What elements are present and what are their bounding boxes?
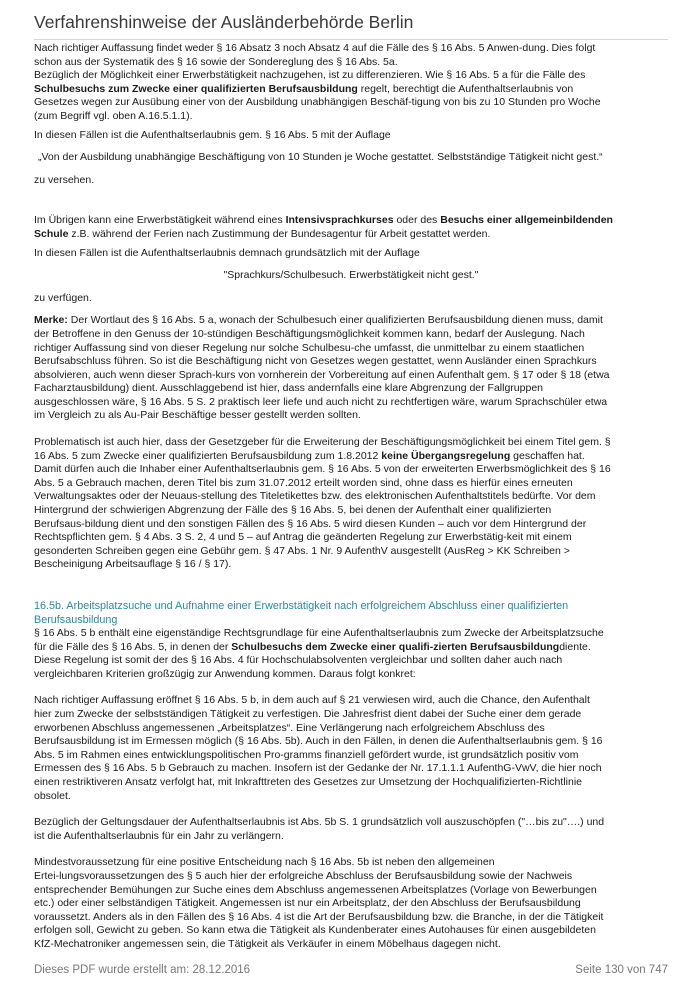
text-line: 16 Abs. 5 zum Zwecke einer qualifizierten Berufsausbildung zum 1.8.2012 keine Übergangsregelung geschaffen hat. <box>34 449 585 462</box>
text-line: erfolgen soll, Gewicht zu geben. So kann etwa die Tätigkeit als Kundenberater eines Autohauses für einen ausgebildeten <box>34 924 596 937</box>
text-line: Gesetzes wegen zur Ausübung einer von der Ausbildung unabhängigen Beschäf-tigung von bis zu 10 Stunden pro Woche <box>34 96 601 109</box>
text-line: In diesen Fällen ist die Aufenthaltserlaubnis demnach grundsätzlich mit der Auflage <box>34 246 420 259</box>
text-line: § 16 Abs. 5 b enthält eine eigenständige Rechtsgrundlage für eine Aufenthaltserlaubnis zum Zwecke der Arbeitsplatzsuche <box>34 627 604 639</box>
text-line: Verwaltungsaktes oder der Neuaus-stellung des Titeletikettes bzw. des elektronischen Aufenthaltstitels bedürfte. Vor dem <box>34 490 596 503</box>
text-line: Nach richtiger Auffassung findet weder § 16 Absatz 3 noch Absatz 4 auf die Fälle des § 16 Abs. 5 Anwen-dung. Dies folgt <box>34 42 596 54</box>
text-line: einen restriktiveren Ansatz verfolgt hat, mit Inkrafttreten des Gesetzes zur Umsetzung der Hochqualifizierten-Richtlinie <box>34 775 582 788</box>
merke-line: Merke: Der Wortlaut des § 16 Abs. 5 a, wonach der Schulbesuch einer qualifizierten Berufsausbildung dienen muss, damit <box>34 314 603 327</box>
text-line: hier zum Zwecke der selbstständigen Tätigkeit zu verfestigen. Die Jahresfrist dient dabei der Suche einer dem gerade <box>34 707 582 720</box>
text-line: Nach richtiger Auffassung eröffnet § 16 Abs. 5 b, in dem auch auf § 21 verwiesen wird, auch die Chance, den Aufenthalt <box>34 694 590 707</box>
text-line: Problematisch ist auch hier, dass der Gesetzgeber für die Erweiterung der Beschäftigungsmöglichkeit bei einem Titel gem. § <box>34 436 611 449</box>
text-line: In diesen Fällen ist die Aufenthaltserlaubnis gem. § 16 Abs. 5 mit der Auflage <box>34 128 391 141</box>
text-line: zu versehen. <box>34 173 95 186</box>
text-line: obsolet. <box>34 789 71 802</box>
text-line: absolvieren, auch wenn dieser Sprach-kurs von vornherein der Vorbereitung auf einen Aufenthalt gem. § 17 oder § 18 (etwa <box>34 368 610 381</box>
text-line: Bescheinigung Arbeitsauflage § 16 / § 17). <box>34 558 232 571</box>
section-heading: Berufsausbildung <box>34 614 118 626</box>
text-line: ausgeschlossen wäre, § 16 Abs. 5 S. 2 praktisch leer liefe und auch nicht zu rechtfertigen wäre, warum Sprachschüler etwa <box>34 395 608 408</box>
section-heading: 16.5b. Arbeitsplatzsuche und Aufnahme einer Erwerbstätigkeit nach erfolgreichem Abschluss einer qualifizierten <box>34 600 569 612</box>
page-footer <box>34 964 668 976</box>
text-line: Damit dürfen auch die Inhaber einer Aufenthaltserlaubnis gem. § 16 Abs. 5 von der erweiterten Erwerbsmöglichkeit des § 16 <box>34 463 611 476</box>
text-line: Schule z.B. während der Ferien nach Zustimmung der Bundesagentur für Arbeit gestattet werden. <box>34 227 491 240</box>
text-line: Abs. 5 im Rahmen eines entwicklungspolitischen Pro-gramms finanziell gefördert wurde, ist grundsätzlich positiv vom <box>34 748 579 761</box>
text-line: der Betroffene in den Genuss der 10-stündigen Beschäftigungsmöglichkeit kommen kann, bedarf der Auslegung. Nach <box>34 327 585 340</box>
text-line: erworbenen Abschluss angemessenen „Arbeitsplatzes“. Eine Verlängerung nach erfolgreichem Abschluss des <box>34 721 545 734</box>
text-line: vergleichbaren Kriterien großzügig zur Anwendung kommen. Daraus folgt konkret: <box>34 667 416 680</box>
page-title: Verfahrenshinweise der Ausländerbehörde Berlin <box>34 12 414 32</box>
text-line: richtiger Auffassung sind von dieser Regelung nur solche Schulbesu-che umfasst, die unmittelbar zu einem staatlichen <box>34 341 585 354</box>
text-line: Berufsabschluss führen. So ist die Beschäftigung nicht von Gesetzes wegen gestattet, wenn Ausländer einen Sprachkurs <box>34 355 597 368</box>
page-header <box>34 12 668 40</box>
bold-phrase: Schulbesuchs zum Zwecke einer qualifizierten Berufsausbildung <box>34 82 358 95</box>
auflage-quote: "Sprachkurs/Schulbesuch. Erwerbstätigkeit nicht gest." <box>223 269 479 282</box>
text-line: Berufsaus-bildung dient und den sonstigen Fällen des § 16 Abs. 5 wird diesen Kunden – auch vor dem Hintergrund der <box>34 517 587 530</box>
text-line: ist die Aufenthaltserlaubnis für ein Jahr zu verlängern. <box>34 829 284 842</box>
text-line: KfZ-Mechatroniker angemessen sein, die Tätigkeit als Verkäufer in einem Möbelhaus dagegen nicht. <box>34 937 501 950</box>
text-line: voraussetzt. Anders als in den Fällen des § 16 Abs. 4 ist die Art der Berufsausbildung bzw. die Branche, in der die Tätigkeit <box>34 910 604 923</box>
auflage-quote: „Von der Ausbildung unabhängige Beschäftigung von 10 Stunden je Woche gestattet. Selbstständige Tätigkeit nicht gest.“ <box>38 151 603 164</box>
text-line: entsprechender Bemühungen zur Suche eines dem Abschluss angemessenen Arbeitsplatzes (Vorlage von Bewerbungen <box>34 883 597 896</box>
text-line: im Vergleich zu als Au-Pair Beschäftige besser gestellt werden sollten. <box>34 409 361 422</box>
text-line: Berufsausbildung ist im Ermessen möglich (§ 16 Abs. 5b). Auch in den Fällen, in denen die Aufenthaltserlaubnis gem. § 16 <box>34 735 603 748</box>
text-line: Im Übrigen kann eine Erwerbstätigkeit während eines Intensivsprachkurses oder des Besuchs einer allgemeinbildenden <box>34 214 613 227</box>
text-line: Schulbesuchs zum Zwecke einer qualifizierten Berufsausbildung regelt, berechtigt die Aufenthaltserlaubnis von <box>34 82 574 95</box>
text-line: Hintergrund der schwierigen Abgrenzung der Fälle des § 16 Abs. 5, bei denen der Aufenthalt einer qualifizierten <box>34 504 552 517</box>
text-line: Rechtspflichten gem. § 4 Abs. 3 S. 2, 4 und 5 – auf Antrag die geänderten Regelung zur Erwerbstätig-keit mit einem <box>34 531 572 544</box>
text-line: Diese Regelung ist somit der des § 16 Abs. 4 für Hochschulabsolventen vergleichbar und sollten daher auch nach <box>34 654 563 667</box>
text-line: (zum Begriff vgl. oben A.16.5.1.1). <box>34 109 193 122</box>
created-date: Dieses PDF wurde erstellt am: 28.12.2016 <box>34 964 251 976</box>
text-line: schon aus der Systematik des § 16 sowie der Sondereglung des § 16 Abs. 5a. <box>34 55 398 68</box>
text-line: Bezüglich der Möglichkeit einer Erwerbstätigkeit nachzugehen, ist zu differenzieren. Wie § 16 Abs. 5 a für die Fälle des <box>34 69 586 82</box>
text-line: Ermessen des § 16 Abs. 5 b Gebrauch zu machen. Insofern ist der Gedanke der Nr. 17.1.1.1 AufenthG-VwV, die hier noch <box>34 762 602 775</box>
text-line: zu verfügen. <box>34 291 92 304</box>
text-line: für die Fälle des § 16 Abs. 5, in denen der Schulbesuchs dem Zwecke einer qualifi-zierten Berufsausbildungdiente. <box>34 640 591 653</box>
text-line: etc.) oder einer selbständigen Tätigkeit. Angemessen ist nur ein Arbeitsplatz, der den Abschluss der Berufsausbildung <box>34 897 581 910</box>
text-line: Facharztausbildung) dient. Ausschlaggebend ist hier, dass andernfalls eine klare Abgrenzung der Fallgruppen <box>34 382 543 395</box>
document-body <box>34 42 668 950</box>
text-line: Bezüglich der Geltungsdauer der Aufenthaltserlaubnis ist Abs. 5b S. 1 grundsätzlich voll auszuschöpfen ("…bis zu"….) und <box>34 816 605 829</box>
page-number: Seite 130 von 747 <box>575 964 668 976</box>
text-line: Ertei-lungsvoraussetzungen des § 5 auch hier der erfolgreiche Abschluss der Berufsausbildung sowie der Nachweis <box>34 869 573 882</box>
merke-label: Merke: <box>34 314 68 327</box>
text-line: Abs. 5 a Gebrauch machen, deren Titel bis zum 31.07.2012 erteilt worden sind, ohne dass es hierfür eines erneuten <box>34 476 573 489</box>
text-line: Mindestvoraussetzung für eine positive Entscheidung nach § 16 Abs. 5b ist neben den allgemeinen <box>34 856 495 869</box>
text-line: gesonderten Schreiben gegen eine Gebühr gem. § 47 Abs. 1 Nr. 9 AufenthV ausgestellt (AusReg > KK Schreiben > <box>34 544 570 557</box>
